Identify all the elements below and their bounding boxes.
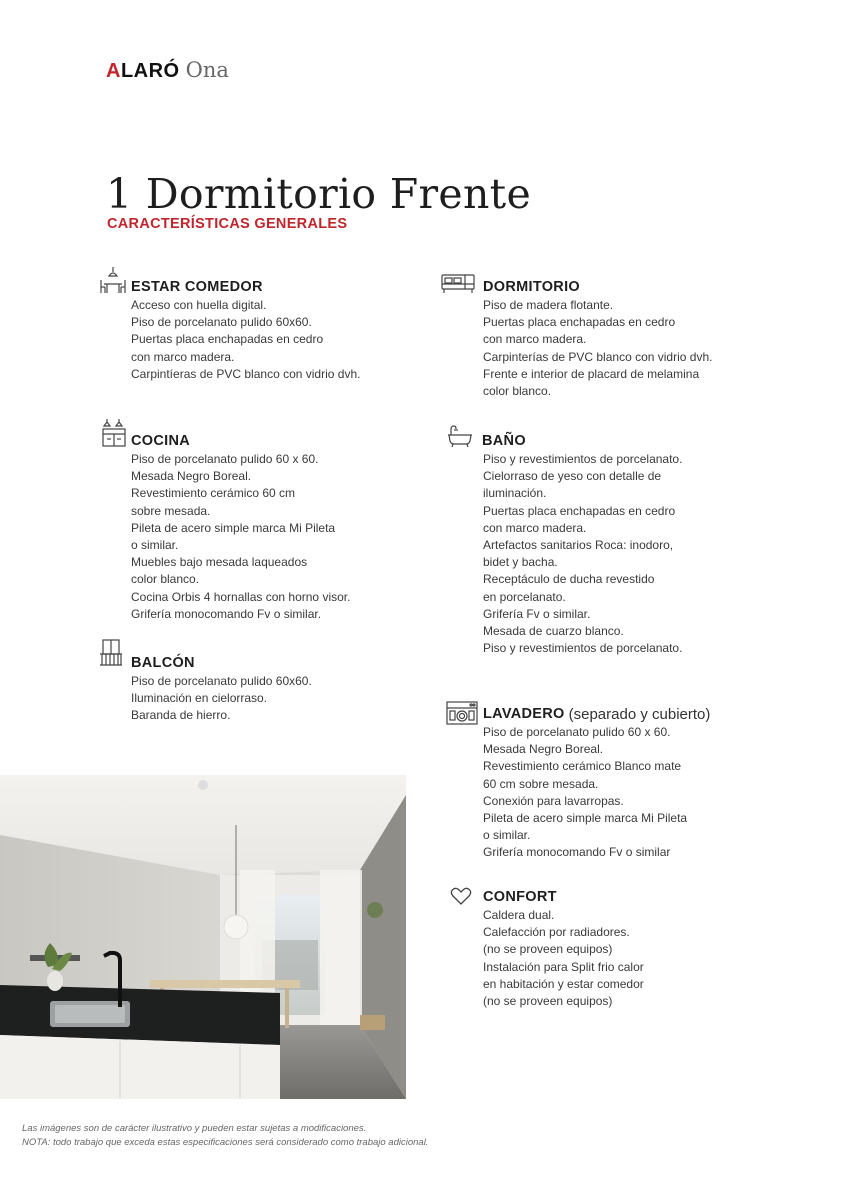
footnote [22, 1122, 428, 1149]
list-item: color blanco. [131, 572, 200, 587]
section-title: DORMITORIO [483, 279, 580, 295]
list-item: Muebles bajo mesada laqueados [131, 555, 308, 570]
list-item: Acceso con huella digital. [131, 298, 267, 312]
list-item: Artefactos sanitarios Roca: inodoro, [483, 538, 674, 553]
section-cocina [131, 431, 350, 623]
heart-icon [450, 887, 472, 911]
footnote-line: Las imágenes son de carácter ilustrativo y pueden estar sujetas a modificaciones. [22, 1123, 367, 1134]
list-item: Pileta de acero simple marca Mi Pileta [131, 520, 336, 535]
list-item: Piso de madera flotante. [483, 298, 614, 312]
list-item: Grifería monocomando Fv o similar [483, 845, 671, 860]
list-item: Puertas placa enchapadas en cedro [483, 503, 676, 518]
list-item: bidet y bacha. [483, 555, 558, 570]
washing-machine-icon [446, 701, 478, 730]
page-title: 1 Dormitorio Frente [106, 170, 532, 218]
section-lavadero [483, 704, 710, 862]
list-item: iluminación. [483, 486, 547, 501]
list-item: Mesada Negro Boreal. [131, 469, 252, 484]
list-item: Conexión para lavarropas. [483, 793, 624, 808]
list-item: Revestimiento cerámico 60 cm [131, 486, 296, 501]
brand-logo [106, 58, 229, 86]
list-item: Iluminación en cielorraso. [131, 691, 268, 706]
list-item: Piso de porcelanato pulido 60 x 60. [131, 452, 319, 466]
list-item: Carpintíeras de PVC blanco con vidrio dvh. [131, 366, 361, 381]
list-item: Piso y revestimientos de porcelanato. [483, 452, 683, 466]
section-title: ESTAR COMEDOR [131, 279, 263, 295]
section-title: BAÑO [482, 433, 526, 449]
list-item: Pileta de acero simple marca Mi Pileta [483, 811, 688, 826]
list-item: con marco madera. [131, 349, 235, 364]
list-item: en porcelanato. [483, 589, 566, 604]
list-item: Piso de porcelanato pulido 60x60. [131, 315, 312, 330]
list-item: color blanco. [483, 384, 552, 399]
list-item: Piso de porcelanato pulido 60x60. [131, 674, 312, 688]
brand-name: ALARÓ [106, 60, 180, 82]
list-item: Carpinterías de PVC blanco con vidrio dvh. [483, 349, 713, 364]
section-title: COCINA [131, 433, 190, 449]
bed-icon [441, 274, 475, 299]
dining-lamp-icon [100, 267, 126, 300]
list-item: Baranda de hierro. [131, 708, 231, 723]
bathtub-icon [447, 425, 473, 452]
list-item: Piso y revestimientos de porcelanato. [483, 641, 683, 656]
kitchen-icon [102, 419, 126, 452]
list-item: Piso de porcelanato pulido 60 x 60. [483, 725, 671, 739]
section-estar-comedor [131, 277, 360, 383]
section-dormitorio [483, 277, 712, 400]
section-confort [483, 887, 644, 1010]
list-item: con marco madera. [483, 520, 587, 535]
list-item: Frente e interior de placard de melamina [483, 366, 700, 381]
list-item: Receptáculo de ducha revestido [483, 572, 655, 587]
list-item: Calefacción por radiadores. [483, 925, 630, 940]
page-subtitle: CARACTERÍSTICAS GENERALES [107, 216, 348, 232]
list-item: Caldera dual. [483, 908, 555, 922]
section-title-note: (separado y cubierto) [568, 705, 711, 723]
brand-sub: Ona [185, 58, 229, 82]
list-item: Grifería monocomando Fv o similar. [131, 606, 322, 621]
list-item: o similar. [131, 538, 179, 553]
section-title: BALCÓN [131, 655, 195, 671]
list-item: Instalación para Split frio calor [483, 959, 644, 974]
section-title: LAVADERO [483, 706, 565, 722]
section-bano [482, 431, 682, 657]
list-item: (no se proveen equipos) [483, 942, 613, 957]
list-item: Revestimiento cerámico Blanco mate [483, 759, 682, 774]
list-item: en habitación y estar comedor [483, 976, 644, 991]
footnote-line: NOTA: todo trabajo que exceda estas especificaciones será considerado como trabajo adicional. [22, 1136, 429, 1148]
list-item: (no se proveen equipos) [483, 994, 613, 1009]
list-item: Cielorraso de yeso con detalle de [483, 469, 662, 484]
list-item: Puertas placa enchapadas en cedro [131, 332, 324, 347]
list-item: Cocina Orbis 4 hornallas con horno visor. [131, 589, 351, 604]
list-item: 60 cm sobre mesada. [483, 776, 599, 791]
list-item: sobre mesada. [131, 503, 211, 518]
list-item: Puertas placa enchapadas en cedro [483, 315, 676, 330]
list-item: Mesada Negro Boreal. [483, 742, 604, 757]
list-item: Grifería Fv o similar. [483, 606, 591, 621]
section-title: CONFORT [483, 889, 557, 905]
balcony-icon [99, 639, 123, 672]
section-balcon [131, 653, 312, 725]
list-item: o similar. [483, 828, 531, 843]
list-item: con marco madera. [483, 332, 587, 347]
interior-photo [0, 775, 406, 1099]
list-item: Mesada de cuarzo blanco. [483, 624, 624, 639]
